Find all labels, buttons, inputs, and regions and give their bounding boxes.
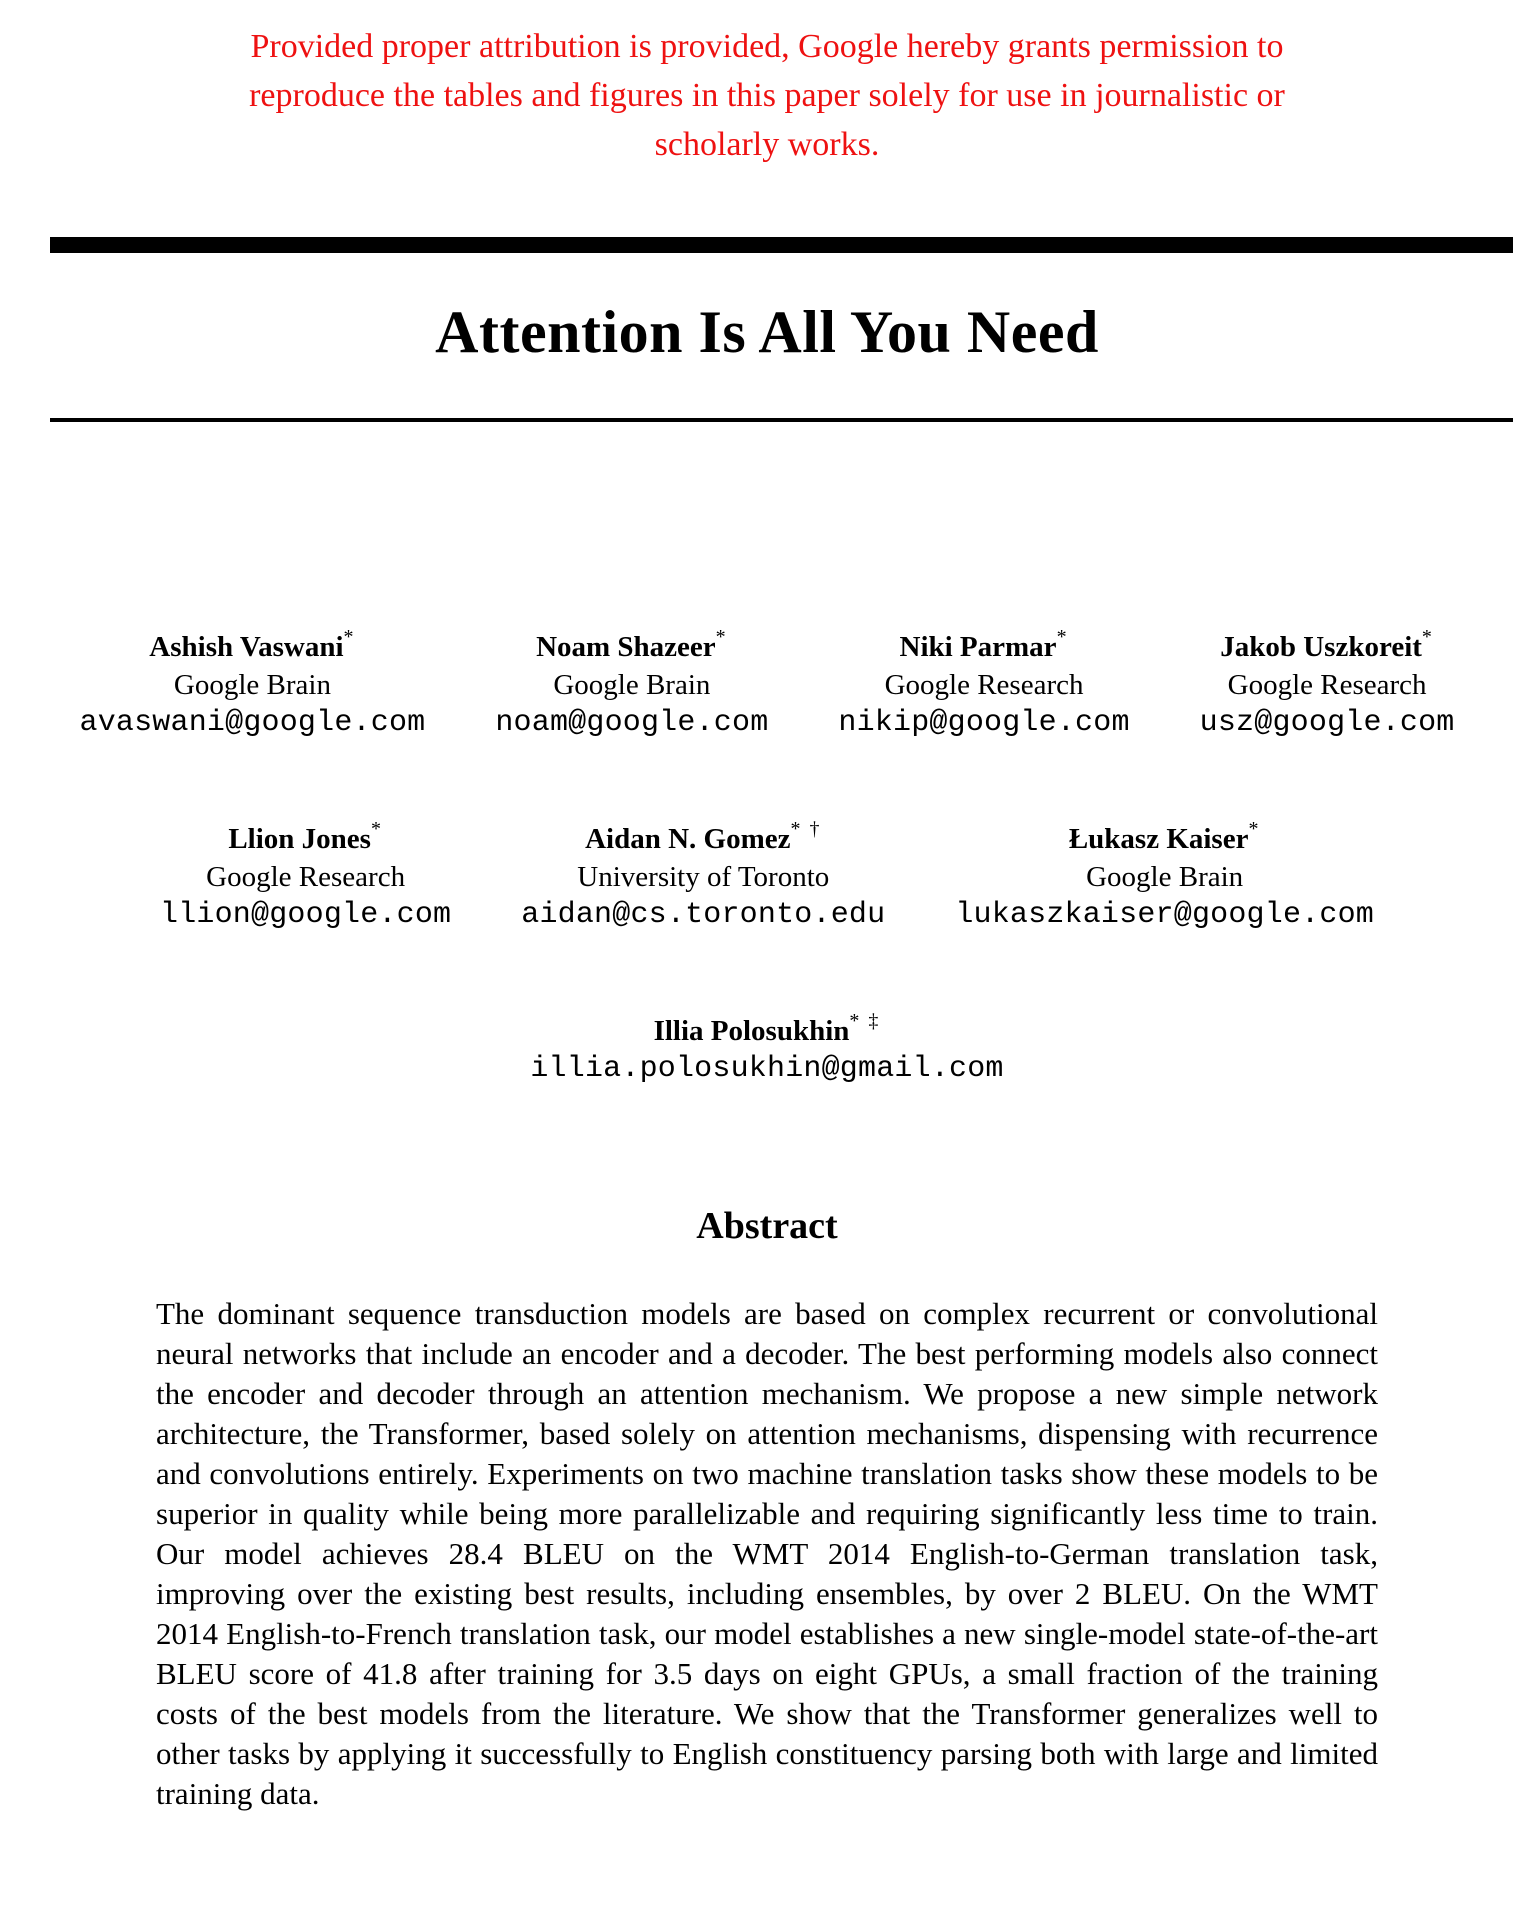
- author-affiliation: Google Research: [884, 669, 1084, 701]
- abstract-heading: Abstract: [696, 1205, 838, 1247]
- author-jakob-uszkoreit: [1200, 628, 1455, 742]
- author-illia-polosukhin: [530, 1012, 1003, 1088]
- paper-title: Attention Is All You Need: [435, 299, 1099, 365]
- author-name-text: Łukasz Kaiser: [1068, 823, 1249, 855]
- author-name: [955, 820, 1374, 858]
- authors-row-3: [0, 1012, 1534, 1088]
- author-email: noam@google.com: [495, 706, 769, 740]
- author-footnote-marks: *: [343, 626, 356, 648]
- author-name-text: Noam Shazeer: [536, 631, 716, 663]
- author-footnote-marks: *: [1056, 626, 1069, 648]
- author-llion-jones: [160, 820, 451, 934]
- author-name: [160, 820, 451, 858]
- author-affiliation: Google Research: [206, 861, 406, 893]
- copyright-notice-line: reproduce the tables and figures in this paper solely for use in journalistic or: [249, 77, 1285, 114]
- copyright-notice-line: scholarly works.: [654, 126, 880, 163]
- copyright-notice: [0, 0, 1534, 169]
- author-name-text: Llion Jones: [228, 823, 371, 855]
- author-footnote-marks: *: [715, 626, 728, 648]
- author-name-text: Aidan N. Gomez: [585, 823, 791, 855]
- author-affiliation: Google Brain: [553, 669, 711, 701]
- author-footnote-marks: * †: [790, 818, 822, 840]
- author-name: [495, 628, 768, 666]
- copyright-notice-line: Provided proper attribution is provided, Google hereby grants permission to: [250, 28, 1284, 65]
- author-name-text: Niki Parmar: [899, 631, 1057, 663]
- author-email: lukaszkaiser@google.com: [955, 898, 1374, 932]
- author-noam-shazeer: [495, 628, 768, 742]
- author-name-text: Jakob Uszkoreit: [1220, 631, 1422, 663]
- author-footnote-marks: *: [1248, 818, 1261, 840]
- author-footnote-marks: *: [1421, 626, 1434, 648]
- author-name-text: Ashish Vaswani: [149, 631, 344, 663]
- author-affiliation: Google Research: [1227, 669, 1427, 701]
- author-name-text: Illia Polosukhin: [653, 1015, 850, 1047]
- author-name: [530, 1012, 1003, 1050]
- abstract-text: The dominant sequence transduction models are based on complex recurrent or convolutional neural networks that include an encoder and a decoder. The best performing models also connect the encoder and decoder through an attention mechanism. We propose a new simple network architecture, the Transformer, based solely on attention mechanisms, dispensing with recurrence and convolutions entirely. Experiments on two machine translation tasks show these models to be superior in quality while being more parallelizable and requiring significantly less time to train. Our model achieves 28.4 BLEU on the WMT 2014 English-to-German translation task, improving over the existing best results, including ensembles, by over 2 BLEU. On the WMT 2014 English-to-French translation task, our model establishes a new single-model state-of-the-art BLEU score of 41.8 after training for 3.5 days on eight GPUs, a small fraction of the training costs of the best models from the literature. We show that the Transformer generalizes well to other tasks by applying it successfully to English constituency parsing both with large and limited training data.: [156, 1296, 1378, 1811]
- author-email: usz@google.com: [1199, 706, 1455, 740]
- authors-row-2: [0, 820, 1534, 934]
- author-name: [521, 820, 885, 858]
- author-email: avaswani@google.com: [79, 706, 426, 740]
- thick-divider-rule: [50, 237, 1513, 253]
- author-name: [838, 628, 1129, 666]
- author-aidan-gomez: [521, 820, 885, 934]
- author-lukasz-kaiser: [955, 820, 1374, 934]
- author-ashish-vaswani: [80, 628, 426, 742]
- authors-block: [0, 628, 1534, 1088]
- authors-row-1: [0, 628, 1534, 742]
- author-name: [1200, 628, 1455, 666]
- author-niki-parmar: [838, 628, 1129, 742]
- thin-divider-rule: [50, 418, 1513, 422]
- author-email: llion@google.com: [160, 898, 452, 932]
- author-affiliation: Google Brain: [173, 669, 331, 701]
- author-footnote-marks: *: [370, 818, 383, 840]
- author-email: illia.polosukhin@gmail.com: [530, 1052, 1004, 1086]
- author-affiliation: University of Toronto: [577, 861, 830, 893]
- author-footnote-marks: * ‡: [849, 1010, 881, 1032]
- author-name: [80, 628, 426, 666]
- author-email: aidan@cs.toronto.edu: [521, 898, 886, 932]
- author-email: nikip@google.com: [838, 706, 1130, 740]
- author-affiliation: Google Brain: [1086, 861, 1244, 893]
